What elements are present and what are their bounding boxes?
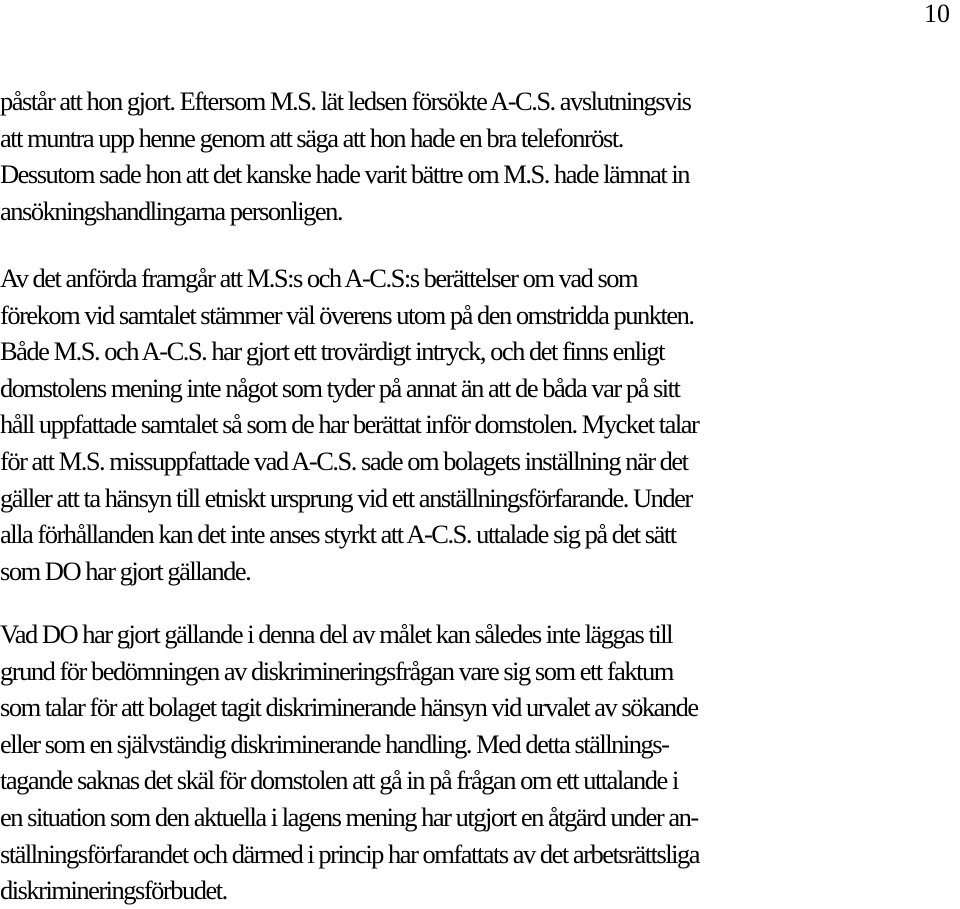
text-line: tagande saknas det skäl för domstolen att gå in på frågan om ett uttalande i (0, 765, 678, 796)
paragraph-1 (0, 83, 960, 229)
text-line: håll uppfattade samtalet så som de har berättat inför domstolen. Mycket talar (0, 409, 699, 440)
text-line: Av det anförda framgår att M.S:s och A-C.S:s berättelser om vad som (0, 263, 638, 293)
text-line: grund för bedömningen av diskrimineringsfrågan vare sig som ett faktum (0, 655, 673, 686)
text-line: gäller att ta hänsyn till etniskt ursprung vid ett anställningsförfarande. Under (0, 482, 692, 513)
text-line: Dessutom sade hon att det kanske hade varit bättre om M.S. hade lämnat in (0, 159, 689, 190)
text-line: diskrimineringsförbudet. (0, 875, 227, 906)
text-line: förekom vid samtalet stämmer väl överens utom på den omstridda punkten. (0, 299, 694, 330)
text-line: en situation som den aktuella i lagens mening har utgjort en åtgärd under an- (0, 801, 698, 832)
text-line: påstår att hon gjort. Eftersom M.S. lät ledsen försökte A-C.S. avslutningsvis (0, 86, 691, 116)
text-line: Både M.S. och A-C.S. har gjort ett trovärdigt intryck, och det finns enligt (0, 336, 664, 367)
text-line: som DO har gjort gällande. (0, 555, 251, 586)
text-line: för att M.S. missuppfattade vad A-C.S. sade om bolagets inställning när det (0, 445, 688, 476)
paragraph-3 (0, 616, 960, 909)
text-line: att muntra upp henne genom att säga att hon hade en bra telefonröst. (0, 122, 623, 153)
text-line: ställningsförfarandet och därmed i princip har omfattats av det arbetsrättsliga (0, 838, 700, 869)
text-line: ansökningshandlingarna personligen. (0, 195, 342, 226)
text-line: alla förhållanden kan det inte anses styrkt att A-C.S. uttalade sig på det sätt (0, 519, 676, 550)
text-line: som talar för att bolaget tagit diskriminerande hänsyn vid urvalet av sökande (0, 692, 698, 723)
text-line: eller som en självständig diskriminerande handling. Med detta ställnings- (0, 728, 669, 759)
text-line: Vad DO har gjort gällande i denna del av målet kan således inte läggas till (0, 619, 672, 649)
page-number: 10 (924, 0, 950, 28)
paragraph-2 (0, 260, 960, 589)
text-line: domstolens mening inte något som tyder på annat än att de båda var på sitt (0, 372, 680, 403)
